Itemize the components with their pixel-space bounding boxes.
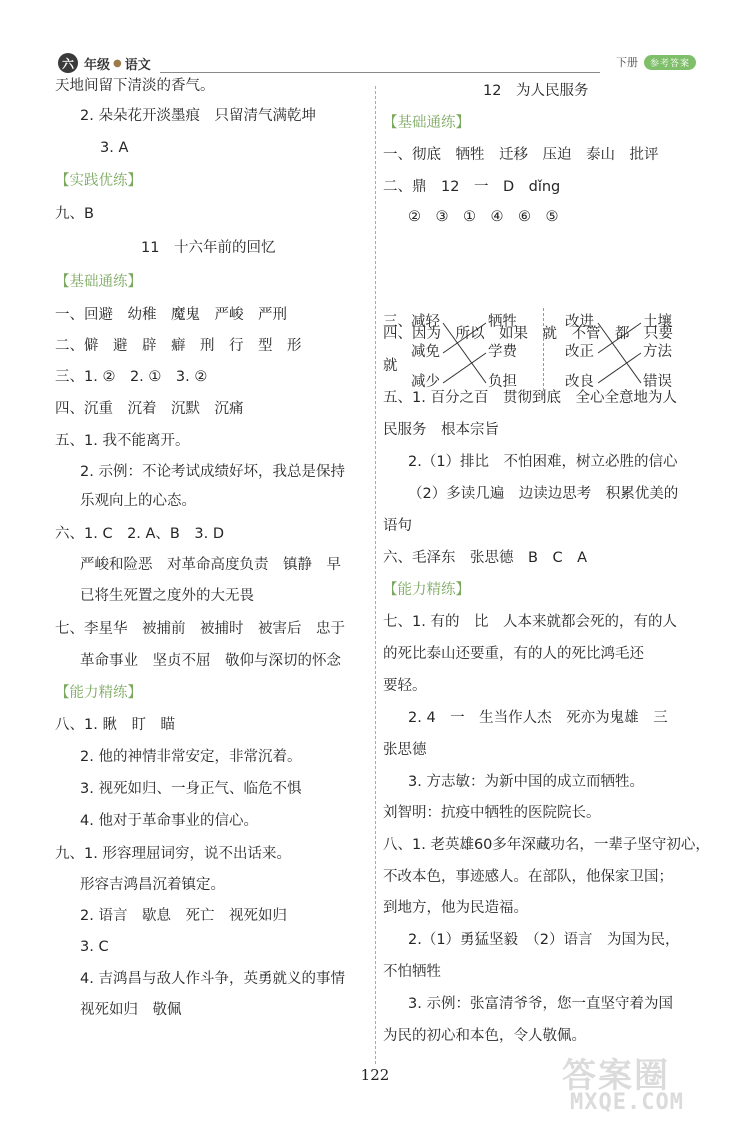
answer-line: 革命事业 坚贞不屈 敬仰与深切的怀念: [80, 653, 341, 669]
matching-right-word: 牺牲: [488, 314, 517, 330]
volume-label: 下册: [615, 56, 638, 69]
section-heading: 【基础通练】: [383, 115, 470, 131]
answer-tag: 参考答案: [644, 55, 696, 70]
answer-line: 张思德: [383, 742, 427, 758]
page-number: 122: [360, 1066, 390, 1084]
matching-left-word: 减轻: [411, 314, 440, 330]
answer-line: 民服务 根本宗旨: [383, 422, 499, 438]
answer-line: 乐观向上的心态。: [80, 493, 196, 509]
watermark: [552, 1046, 742, 1116]
grade-badge: 六: [58, 53, 78, 73]
header-rule: [160, 72, 600, 73]
answer-line: 七、李星华 被捕前 被捕时 被害后 忠于: [55, 621, 345, 637]
grade-label: 年级: [84, 57, 111, 73]
answer-line: 2. 他的神情非常安定，非常沉着。: [80, 749, 302, 765]
answer-line: 六、1. C 2. A、B 3. D: [55, 526, 224, 542]
answer-line: 到地方，他为民造福。: [383, 900, 528, 916]
answer-line: 不怕牺牲: [383, 964, 441, 980]
answer-line: ② ③ ① ④ ⑥ ⑤: [408, 209, 559, 225]
answer-line: 4. 他对于革命事业的信心。: [80, 813, 258, 829]
answer-line: 2. 朵朵花开淡墨痕 只留清气满乾坤: [80, 108, 316, 124]
answer-line: 刘智明：抗疫中牺牲的医院院长。: [383, 805, 601, 821]
watermark-url: MXQE.COM: [570, 1090, 684, 1115]
answer-line: 3. 示例：张富清爷爷，您一直坚守着为国: [408, 996, 673, 1012]
answer-line: 3. C: [80, 939, 109, 955]
matching-right-word: 负担: [488, 374, 517, 390]
answer-line: 视死如归 敬佩: [80, 1002, 182, 1018]
answer-line: 天地间留下清淡的香气。: [55, 78, 215, 94]
watermark-logo-text: 答案圈: [562, 1056, 670, 1096]
column-divider: [375, 86, 376, 1064]
matching-exercise: [383, 308, 695, 398]
answer-line: 六、毛泽东 张思德 B C A: [383, 550, 587, 566]
answer-line: 不改本色，事迹感人。在部队，他保家卫国；: [383, 869, 673, 885]
matching-left-word-2: 改进: [565, 314, 594, 330]
matching-left-word-2: 改良: [565, 374, 594, 390]
answer-line: 四、因为 所以 如果 就 不管 都 只要: [383, 326, 673, 342]
matching-prefix: 三、: [383, 314, 412, 330]
section-heading: 【基础通练】: [55, 274, 142, 290]
matching-left-word: 减免: [411, 344, 440, 360]
answer-line: 七、1. 有的 比 人本来就都会死的，有的人: [383, 614, 677, 630]
answer-line: 3. 视死如归、一身正气、临危不惧: [80, 781, 302, 797]
answer-line: 二、僻 避 辟 癖 刑 行 型 形: [55, 338, 302, 354]
answer-line: 语句: [383, 518, 412, 534]
matching-left-word-2: 改正: [565, 344, 594, 360]
answer-line: 八、1. 瞅 盯 瞄: [55, 717, 175, 733]
answer-line: 2.（1）排比 不怕困难，树立必胜的信心: [408, 454, 678, 470]
dot-separator-icon: ●: [113, 57, 122, 69]
lesson-title: 11 十六年前的回忆: [141, 240, 276, 256]
matching-left-word: 减少: [411, 374, 440, 390]
subject-label: 语文: [124, 57, 151, 73]
answer-line: 2. 语言 歇息 死亡 视死如归: [80, 908, 287, 924]
answer-line: 三、1. ② 2. ① 3. ②: [55, 369, 208, 385]
section-heading: 【能力精练】: [55, 685, 142, 701]
answer-line: 要轻。: [383, 678, 427, 694]
answer-line: 形容吉鸿昌沉着镇定。: [80, 877, 225, 893]
header-grade: [58, 53, 151, 73]
answer-line: 的死比泰山还要重，有的人的死比鸿毛还: [383, 646, 644, 662]
answer-line: 九、B: [55, 206, 94, 222]
answer-line: 一、回避 幼稚 魔鬼 严峻 严刑: [55, 307, 287, 323]
header-volume: [616, 53, 696, 71]
answer-line: 就: [383, 358, 398, 374]
answer-line: 为民的初心和本色，令人敬佩。: [383, 1028, 586, 1044]
answer-line: 4. 吉鸿昌与敌人作斗争，英勇就义的事情: [80, 971, 345, 987]
match-line: [443, 353, 486, 383]
matching-divider: [543, 308, 544, 396]
matching-right-word-2: 土壤: [643, 314, 672, 330]
section-heading: 【能力精练】: [383, 582, 470, 598]
answer-line: 五、1. 百分之百 贯彻到底 全心全意地为人: [383, 390, 677, 406]
answer-line: 八、1. 老英雄60多年深藏功名，一辈子坚守初心，: [383, 837, 710, 853]
answer-line: 已将生死置之度外的大无畏: [80, 588, 254, 604]
answer-line: 二、鼎 12 一 D dǐng: [383, 179, 561, 195]
answer-line: 2. 4 一 生当作人杰 死亦为鬼雄 三: [408, 710, 668, 726]
matching-right-word-2: 方法: [643, 344, 672, 360]
answer-line: 3. A: [100, 140, 129, 156]
answer-line: （2）多读几遍 边读边思考 积累优美的: [408, 486, 679, 502]
answer-line: 严峻和险恶 对革命高度负责 镇静 早: [80, 557, 341, 573]
answer-line: 3. 方志敏：为新中国的成立而牺牲。: [408, 774, 644, 790]
answer-line: 2.（1）勇猛坚毅 （2）语言 为国为民，: [408, 932, 680, 948]
matching-right-word: 学费: [488, 344, 517, 360]
answer-line: 一、彻底 牺牲 迁移 压迫 泰山 批评: [383, 147, 659, 163]
section-heading: 【实践优练】: [55, 173, 142, 189]
answer-line: 九、1. 形容理屈词穷，说不出话来。: [55, 846, 291, 862]
matching-right-word-2: 错误: [643, 374, 672, 390]
lesson-title: 12 为人民服务: [483, 83, 589, 99]
answer-line: 四、沉重 沉着 沉默 沉痛: [55, 401, 244, 417]
answer-line: 五、1. 我不能离开。: [55, 433, 190, 449]
answer-line: 2. 示例：不论考试成绩好坏，我总是保持: [80, 464, 345, 480]
match-line: [598, 353, 641, 383]
